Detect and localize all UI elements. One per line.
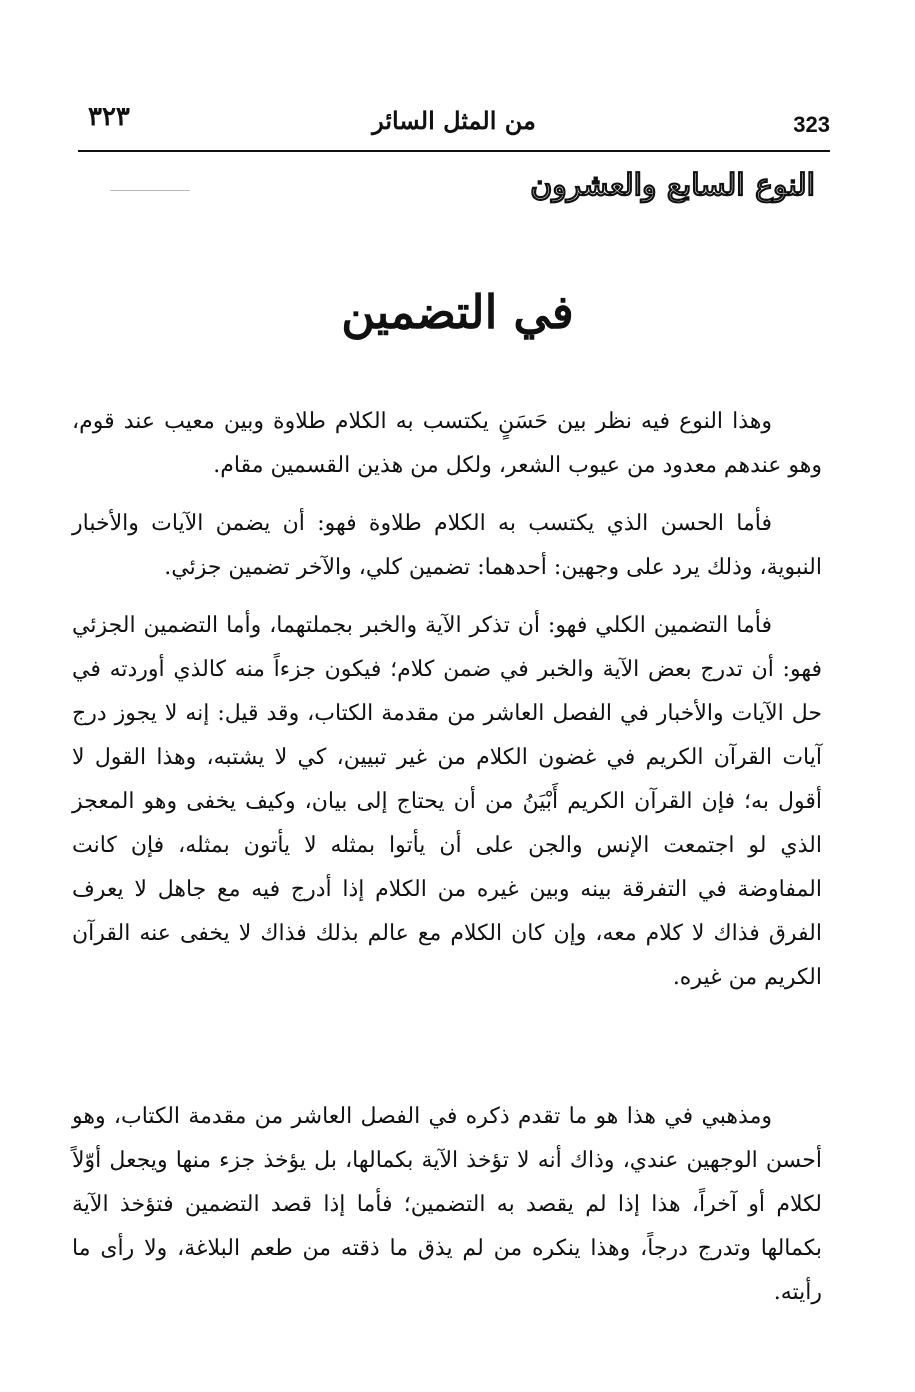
page-header bbox=[78, 100, 830, 150]
paragraph: ومذهبي في هذا هو ما تقدم ذكره في الفصل العاشر من مقدمة الكتاب، وهو أحسن الوجهين عندي، وذاك أنه لا تؤخذ الآية بكمالها، بل يؤخذ جزء منها ويجعل أوّلاً لكلام أو آخراً، هذا إذا لم يقصد به التضمين؛ فأما إذا قصد التضمين فتؤخذ الآية بكمالها وتدرج درجاً، وهذا ينكره من لم يذق ما ذقته من طعم البلاغة، ولا رأى ما رأيته. bbox=[72, 1104, 822, 1305]
page-number-latin: 323 bbox=[793, 112, 830, 137]
paragraph: فأما التضمين الكلي فهو: أن تذكر الآية والخبر بجملتهما، وأما التضمين الجزئي فهو: أن تدرج بعض الآية والخبر في ضمن كلام؛ فيكون جزءاً منه كالذي أوردته في حل الآيات والأخبار في الفصل العاشر من مقدمة الكتاب، وقد قيل: إنه لا يجوز درج آيات القرآن الكريم في غضون الكلام من غير تبيين، كي لا يشتبه، وهذا القول لا أقول به؛ فإن القرآن الكريم أَبْيَنُ من أن يحتاج إلى بيان، وكيف يخفى وهو المعجز الذي لو اجتمعت الإنس والجن على أن يأتوا بمثله لا يأتون بمثله، فإن كانت المفاوضة في التفرقة بينه وبين غيره من الكلام إذا أدرج فيه مع جاهل لا يعرف الفرق فذاك لا كلام معه، وإن كان الكلام مع عالم بذلك فذاك لا يخفى عنه القرآن الكريم من غيره. bbox=[72, 613, 822, 990]
body-text-block-1 bbox=[72, 400, 822, 1014]
chapter-title: في التضمين bbox=[341, 285, 574, 339]
page-number-arabic: ٣٢٣ bbox=[88, 102, 130, 132]
decorative-line bbox=[110, 190, 190, 191]
paragraph: فأما الحسن الذي يكتسب به الكلام طلاوة فهو: أن يضمن الآيات والأخبار النبوية، وذلك يرد على وجهين: أحدهما: تضمين كلي، والآخر تضمين جزئي. bbox=[72, 511, 822, 580]
body-text-block-2 bbox=[72, 1095, 822, 1329]
paragraph: وهذا النوع فيه نظر بين حَسَنٍ يكتسب به الكلام طلاوة وبين معيب عند قوم، وهو عندهم معدود من عيوب الشعر، ولكل من هذين القسمين مقام. bbox=[72, 409, 822, 478]
header-rule bbox=[78, 150, 830, 152]
section-type-heading: النوع السابع والعشرون bbox=[530, 168, 815, 203]
running-title: من المثل السائر bbox=[372, 106, 536, 135]
